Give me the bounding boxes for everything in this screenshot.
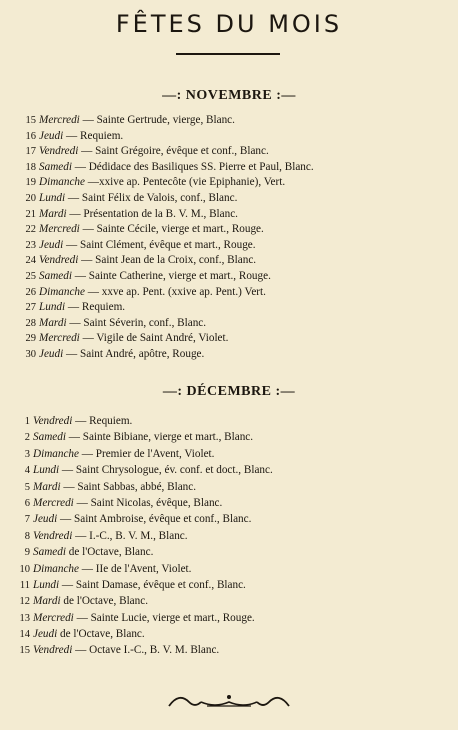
entry-day-number: 13: [19, 612, 30, 624]
feast-entry: [0, 479, 458, 495]
entry-day-number: 21: [25, 208, 36, 220]
feast-entry: [0, 626, 458, 642]
entry-description: — Sainte Bibiane, vierge et mart., Blanc.: [68, 431, 254, 444]
feast-entry: [0, 285, 458, 301]
entry-description: — Sainte Catherine, vierge et mart., Rouge.: [74, 269, 271, 282]
feast-entry: [0, 593, 458, 609]
entry-day-number: 15: [19, 645, 30, 657]
feast-entry: [0, 528, 458, 544]
entry-weekday: Mercredi: [33, 611, 74, 624]
entry-weekday: Mercredi: [39, 114, 80, 126]
entry-description: — Présentation de la B. V. M., Blanc.: [69, 207, 238, 220]
entry-day-number: 16: [25, 130, 36, 142]
entry-day-number: 22: [25, 224, 36, 236]
entry-weekday: Mardi: [39, 207, 67, 220]
entry-day-number: 12: [19, 596, 30, 608]
month-name: DÉCEMBRE: [186, 384, 272, 399]
entry-description: — Requiem.: [75, 415, 133, 427]
entry-description: — Sainte Gertrude, vierge, Blanc.: [82, 114, 235, 126]
entry-description: — Saint Sabbas, abbé, Blanc.: [63, 480, 197, 493]
entry-day-number: 6: [24, 497, 30, 509]
entry-day-number: 9: [24, 547, 30, 559]
feast-entry: [0, 544, 458, 560]
heading-suffix: :—: [275, 384, 296, 399]
entry-weekday: Mercredi: [33, 496, 74, 509]
decorative-ornament: [167, 688, 291, 712]
feast-entry: [0, 175, 458, 191]
november-feast-list: [0, 113, 458, 363]
entry-description: — Saint Jean de la Croix, conf., Blanc.: [81, 254, 257, 267]
entry-weekday: Vendredi: [33, 529, 73, 542]
entry-description: — I.-C., B. V. M., Blanc.: [75, 529, 188, 542]
entry-weekday: Jeudi: [39, 347, 64, 360]
entry-day-number: 27: [25, 302, 36, 314]
feast-entry: [0, 269, 458, 285]
entry-description: — Requiem.: [67, 301, 126, 314]
entry-day-number: 3: [24, 448, 30, 460]
entry-day-number: 2: [24, 432, 30, 444]
feast-entry: [0, 511, 458, 527]
entry-weekday: Dimanche: [39, 285, 85, 298]
feast-entry: [0, 207, 458, 223]
entry-day-number: 20: [25, 192, 36, 204]
entry-weekday: Dimanche: [33, 562, 79, 575]
month-name: NOVEMBRE: [185, 88, 273, 103]
entry-weekday: Vendredi: [33, 644, 73, 657]
entry-day-number: 18: [25, 161, 36, 173]
feast-entry: [0, 144, 458, 160]
entry-day-number: 7: [24, 514, 30, 526]
entry-day-number: 29: [25, 333, 36, 345]
entry-description: — Saint André, apôtre, Rouge.: [66, 347, 205, 360]
entry-description: — Saint Damase, évêque et conf., Blanc.: [61, 578, 246, 591]
entry-description: — Saint Chrysologue, év. conf. et doct., Blanc.: [61, 464, 273, 477]
entry-description: — Premier de l'Avent, Violet.: [81, 447, 215, 460]
feast-entry: [0, 446, 458, 462]
entry-description: — IIe de l'Avent, Violet.: [81, 562, 192, 575]
month-heading-december: [0, 384, 458, 400]
entry-description: — xxve ap. Pent. (xxive ap. Pent.) Vert.: [87, 285, 266, 298]
entry-description: — Octave I.-C., B. V. M. Blanc.: [75, 644, 220, 657]
feast-entry: [0, 160, 458, 176]
month-heading-november: [0, 88, 458, 104]
entry-weekday: Mercredi: [39, 332, 80, 345]
entry-weekday: Mardi: [39, 316, 67, 329]
entry-day-number: 14: [19, 629, 30, 641]
entry-description: de l'Octave, Blanc.: [60, 628, 145, 641]
entry-weekday: Jeudi: [39, 129, 64, 142]
entry-weekday: Dimanche: [33, 447, 79, 460]
entry-day-number: 15: [25, 115, 36, 126]
entry-weekday: Lundi: [33, 464, 60, 477]
feast-entry: [0, 610, 458, 626]
entry-day-number: 8: [24, 530, 30, 542]
entry-description: — Sainte Cécile, vierge et mart., Rouge.: [82, 223, 264, 236]
entry-day-number: 24: [25, 255, 36, 267]
entry-description: — Saint Félix de Valois, conf., Blanc.: [67, 191, 238, 204]
entry-description: de l'Octave, Blanc.: [68, 546, 154, 559]
entry-description: —xxive ap. Pentecôte (vie Epiphanie), Vert.: [87, 176, 286, 189]
feast-entry: [0, 253, 458, 269]
feast-entry: [0, 429, 458, 445]
entry-weekday: Samedi: [33, 546, 66, 559]
entry-weekday: Lundi: [39, 191, 66, 204]
entry-description: — Requiem.: [66, 129, 124, 142]
heading-prefix: —:: [162, 88, 182, 103]
december-feast-list: [0, 413, 458, 659]
entry-day-number: 25: [25, 270, 36, 282]
feast-entry: [0, 222, 458, 238]
entry-day-number: 23: [25, 239, 36, 251]
heading-suffix: :—: [276, 88, 296, 103]
entry-description: — Saint Ambroise, évêque et conf., Blanc.: [60, 513, 252, 526]
entry-weekday: Samedi: [33, 431, 66, 444]
entry-description: — Saint Clément, évêque et mart., Rouge.: [66, 238, 256, 251]
feast-entry: [0, 300, 458, 316]
entry-weekday: Mardi: [33, 480, 61, 493]
entry-description: — Saint Grégoire, évêque et conf., Blanc.: [81, 145, 269, 158]
entry-day-number: 19: [25, 177, 36, 189]
ornament-flourish-icon: [167, 688, 291, 712]
entry-weekday: Vendredi: [39, 254, 79, 267]
entry-weekday: Vendredi: [39, 145, 79, 158]
entry-day-number: 28: [25, 317, 36, 329]
entry-description: — Saint Séverin, conf., Blanc.: [69, 316, 207, 329]
feast-entry: [0, 316, 458, 332]
feast-entry: [0, 413, 458, 429]
entry-description: — Saint Nicolas, évêque, Blanc.: [76, 496, 223, 509]
entry-weekday: Dimanche: [39, 176, 85, 189]
feast-entry: [0, 577, 458, 593]
entry-weekday: Vendredi: [33, 415, 73, 427]
feast-entry: [0, 642, 458, 658]
entry-weekday: Samedi: [39, 269, 72, 282]
feast-entry: [0, 129, 458, 145]
entry-day-number: 30: [25, 348, 36, 360]
entry-day-number: 4: [24, 465, 30, 477]
entry-day-number: 26: [25, 286, 36, 298]
entry-weekday: Jeudi: [39, 238, 64, 251]
feast-entry: [0, 191, 458, 207]
entry-description: — Dédidace des Basiliques SS. Pierre et Paul, Blanc.: [74, 160, 314, 173]
feast-entry: [0, 331, 458, 347]
entry-description: de l'Octave, Blanc.: [63, 595, 149, 608]
feast-entry: [0, 561, 458, 577]
feast-entry: [0, 238, 458, 254]
entry-day-number: 5: [24, 481, 30, 493]
entry-day-number: 1: [24, 416, 30, 427]
entry-weekday: Jeudi: [33, 628, 58, 641]
feast-entry: [0, 495, 458, 511]
entry-weekday: Lundi: [39, 301, 66, 314]
entry-day-number: 11: [19, 579, 30, 591]
feast-entry: [0, 347, 458, 363]
entry-description: — Sainte Lucie, vierge et mart., Rouge.: [76, 611, 255, 624]
entry-day-number: 10: [19, 563, 30, 575]
entry-day-number: 17: [25, 146, 36, 158]
page-title: FÊTES DU MOIS: [115, 10, 343, 38]
entry-weekday: Samedi: [39, 160, 72, 173]
entry-weekday: Mercredi: [39, 223, 80, 236]
title-underline: [176, 53, 280, 55]
entry-weekday: Mardi: [33, 595, 61, 608]
entry-weekday: Jeudi: [33, 513, 58, 526]
feast-entry: [0, 462, 458, 478]
entry-description: — Vigile de Saint André, Violet.: [82, 332, 229, 345]
feast-entry: [0, 113, 458, 129]
entry-weekday: Lundi: [33, 578, 60, 591]
heading-prefix: —:: [162, 384, 183, 399]
